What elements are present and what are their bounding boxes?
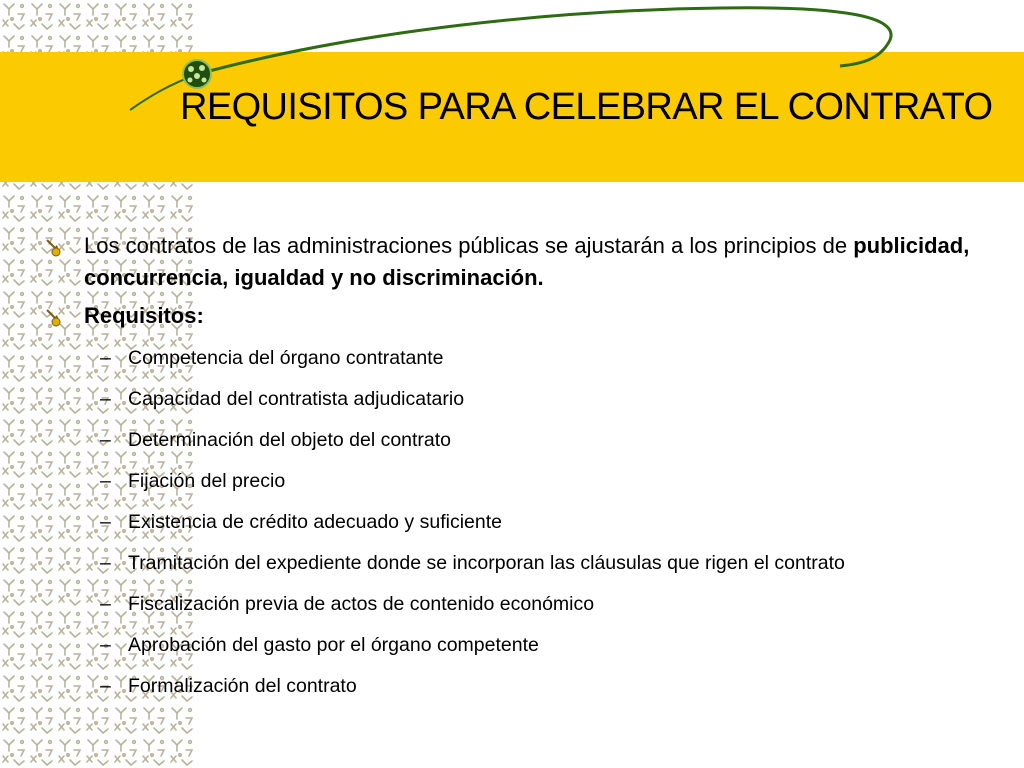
dash-marker: – bbox=[100, 593, 111, 615]
dash-marker: – bbox=[100, 388, 111, 410]
arrow-bullet-icon bbox=[44, 308, 64, 328]
list-item-text: Formalización del contrato bbox=[128, 675, 357, 697]
dash-marker: – bbox=[100, 634, 111, 656]
list-item bbox=[44, 461, 1004, 502]
requisitos-list bbox=[44, 338, 1004, 707]
list-item-text: Tramitación del expediente donde se incorporan las cláusulas que rigen el contrato bbox=[128, 552, 845, 574]
list-item-text: Existencia de crédito adecuado y suficiente bbox=[128, 511, 502, 533]
list-item bbox=[44, 502, 1004, 543]
list-item-text: Aprobación del gasto por el órgano competente bbox=[128, 634, 539, 656]
list-item-text: Fijación del precio bbox=[128, 470, 286, 492]
list-item bbox=[44, 338, 1004, 379]
slide-title: REQUISITOS PARA CELEBRAR EL CONTRATO bbox=[180, 86, 993, 128]
list-item-text: Capacidad del contratista adjudicatario bbox=[128, 388, 465, 410]
bullet-text-prefix: Los contratos de las administraciones públicas se ajustarán a los principios de bbox=[84, 233, 854, 258]
bullet-item-principios bbox=[44, 230, 1004, 294]
list-item-text: Determinación del objeto del contrato bbox=[128, 429, 452, 451]
arrow-bullet-icon bbox=[44, 238, 64, 258]
list-item bbox=[44, 420, 1004, 461]
dash-marker: – bbox=[100, 470, 111, 492]
slide-content bbox=[44, 230, 1004, 707]
dash-marker: – bbox=[100, 347, 111, 369]
list-item bbox=[44, 666, 1004, 707]
bullet-item-requisitos bbox=[44, 300, 1004, 332]
list-item bbox=[44, 543, 1004, 584]
dash-marker: – bbox=[100, 675, 111, 697]
list-item-text: Competencia del órgano contratante bbox=[128, 347, 444, 369]
list-item-text: Fiscalización previa de actos de contenido económico bbox=[128, 593, 595, 615]
dash-marker: – bbox=[100, 511, 111, 533]
requisitos-heading: Requisitos: bbox=[84, 303, 204, 328]
dash-marker: – bbox=[100, 429, 111, 451]
dash-marker: – bbox=[100, 552, 111, 574]
list-item bbox=[44, 625, 1004, 666]
bullet-text-bold: publicidad, concurrencia, igualdad y no discriminación. bbox=[84, 233, 970, 290]
list-item bbox=[44, 584, 1004, 625]
list-item bbox=[44, 379, 1004, 420]
